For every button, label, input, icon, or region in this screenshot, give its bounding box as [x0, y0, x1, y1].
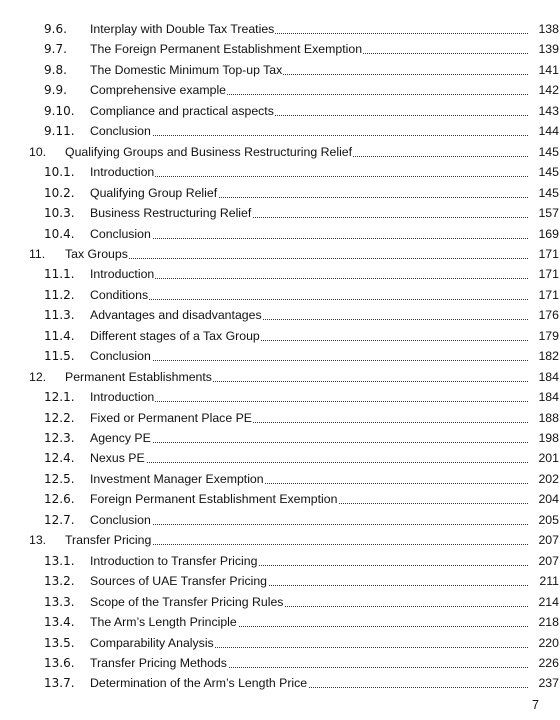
toc-entry-title: Conclusion — [90, 226, 151, 241]
toc-entry-page: 205 — [528, 513, 559, 527]
toc-entry-number: 11. — [29, 246, 46, 261]
toc-entry-number: 12.2. — [44, 410, 75, 425]
toc-entry-page: 141 — [528, 63, 559, 77]
toc-entry-page: 184 — [528, 370, 559, 384]
dot-leader — [90, 360, 528, 361]
toc-entry-page: 226 — [528, 656, 559, 670]
dot-leader — [90, 299, 528, 300]
toc-entry-page: 218 — [528, 615, 559, 629]
dot-leader — [90, 462, 528, 463]
toc-entry-title: Comparability Analysis — [90, 635, 214, 650]
toc-entry-page: 176 — [528, 308, 559, 322]
dot-leader — [90, 238, 528, 239]
toc-chapter-entry[interactable] — [0, 139, 560, 159]
toc-entry-title: Qualifying Group Relief — [90, 185, 218, 200]
toc-entry-page: 184 — [528, 390, 559, 404]
toc-entry-number: 10.4. — [44, 226, 75, 241]
toc-section-entry[interactable] — [0, 221, 560, 241]
toc-entry-title: Tax Groups — [65, 246, 128, 261]
toc-entry-page: 198 — [528, 431, 559, 445]
toc-entry-number: 13. — [29, 533, 47, 548]
toc-entry-page: 220 — [528, 636, 559, 650]
toc-section-entry[interactable] — [0, 323, 560, 343]
toc-entry-page: 214 — [528, 595, 559, 609]
toc-entry-title: Investment Manager Exemption — [90, 471, 264, 486]
toc-entry-page: 188 — [528, 411, 559, 425]
toc-entry-title: Fixed or Permanent Place PE — [90, 410, 252, 425]
toc-section-entry[interactable] — [0, 77, 560, 97]
toc-entry-number: 9.9. — [44, 83, 67, 98]
dot-leader — [90, 278, 528, 279]
toc-entry-title: Scope of the Transfer Pricing Rules — [90, 594, 284, 609]
toc-entry-number: 10.1. — [44, 165, 75, 180]
toc-entry-number: 9.10. — [44, 103, 75, 118]
toc-section-entry[interactable] — [0, 650, 560, 670]
toc-section-entry[interactable] — [0, 405, 560, 425]
toc-section-entry[interactable] — [0, 282, 560, 302]
toc-entry-number: 13.1. — [44, 553, 75, 568]
toc-entry-title: Compliance and practical aspects — [90, 103, 274, 118]
toc-entry-title: Transfer Pricing — [65, 533, 152, 548]
toc-section-entry[interactable] — [0, 568, 560, 588]
toc-section-entry[interactable] — [0, 609, 560, 629]
toc-entry-page: 145 — [528, 145, 559, 159]
toc-entry-page: 139 — [528, 42, 559, 56]
toc-entry-number: 13.5. — [44, 635, 75, 650]
toc-entry-page: 142 — [528, 83, 559, 97]
toc-section-entry[interactable] — [0, 16, 560, 36]
toc-entry-title: Conclusion — [90, 512, 151, 527]
toc-entry-title: Nexus PE — [90, 451, 145, 466]
toc-section-entry[interactable] — [0, 589, 560, 609]
toc-entry-page: 157 — [528, 206, 559, 220]
toc-entry-title: The Arm’s Length Principle — [90, 615, 237, 630]
toc-entry-page: 171 — [528, 247, 559, 261]
toc-section-entry[interactable] — [0, 302, 560, 322]
toc-entry-number: 13.2. — [44, 574, 75, 589]
dot-leader — [65, 258, 528, 259]
toc-section-entry[interactable] — [0, 445, 560, 465]
toc-entry-number: 12.5. — [44, 471, 75, 486]
toc-entry-page: 171 — [528, 267, 559, 281]
toc-entry-number: 13.3. — [44, 594, 75, 609]
toc-entry-number: 12.7. — [44, 512, 75, 527]
toc-entry-number: 11.5. — [44, 349, 75, 364]
toc-entry-number: 11.1. — [44, 267, 75, 282]
toc-entry-number: 9.6. — [44, 22, 67, 36]
toc-entry-title: Transfer Pricing Methods — [90, 655, 227, 670]
toc-entry-title: Conclusion — [90, 124, 151, 139]
toc-entry-number: 9.7. — [44, 42, 67, 57]
toc-entry-page: 211 — [528, 574, 559, 588]
toc-entry-title: Introduction — [90, 165, 155, 180]
toc-entry-page: 207 — [528, 554, 559, 568]
toc-entry-number: 11.3. — [44, 308, 75, 323]
toc-entry-number: 13.6. — [44, 655, 75, 670]
toc-section-entry[interactable] — [0, 507, 560, 527]
toc-entry-number: 10. — [29, 144, 47, 159]
toc-entry-page: 202 — [528, 472, 559, 486]
toc-entry-title: Different stages of a Tax Group — [90, 328, 260, 343]
toc-entry-page: 201 — [528, 451, 559, 465]
toc-entry-title: Conclusion — [90, 349, 151, 364]
toc-entry-title: Permanent Establishments — [65, 369, 212, 384]
toc-entry-page: 182 — [528, 349, 559, 363]
toc-section-entry[interactable] — [0, 36, 560, 56]
dot-leader — [90, 401, 528, 402]
dot-leader — [90, 176, 528, 177]
toc-entry-title: Determination of the Arm’s Length Price — [90, 676, 308, 691]
toc-section-entry[interactable] — [0, 159, 560, 179]
toc-section-entry[interactable] — [0, 486, 560, 506]
toc-entry-title: Interplay with Double Tax Treaties — [90, 22, 275, 36]
toc-entry-title: The Domestic Minimum Top-up Tax — [90, 62, 283, 77]
toc-entry-title: Agency PE — [90, 431, 151, 445]
toc-entry-number: 12.3. — [44, 431, 75, 445]
toc-entry-number: 11.2. — [44, 287, 75, 302]
toc-chapter-entry[interactable] — [0, 241, 560, 261]
toc-entry-number: 12.6. — [44, 492, 75, 507]
toc-entry-title: Foreign Permanent Establishment Exemption — [90, 492, 338, 507]
toc-entry-number: 12. — [29, 369, 47, 384]
toc-entry-number: 13.4. — [44, 615, 75, 630]
toc-section-entry[interactable] — [0, 343, 560, 363]
page-number: 7 — [532, 698, 539, 712]
toc-section-entry[interactable] — [0, 180, 560, 200]
toc-section-entry[interactable] — [0, 425, 560, 445]
toc-section-entry[interactable] — [0, 466, 560, 486]
toc-entry-title: Business Restructuring Relief — [90, 206, 252, 221]
toc-entry-number: 11.4. — [44, 328, 75, 343]
dot-leader — [90, 442, 528, 443]
toc-entry-title: Introduction — [90, 390, 155, 405]
toc-entry-title: Conditions — [90, 287, 149, 302]
toc-entry-number: 12.1. — [44, 390, 75, 405]
toc-entry-number: 10.3. — [44, 206, 75, 221]
toc-entry-title: Advantages and disadvantages — [90, 308, 262, 323]
toc-entry-title: Qualifying Groups and Business Restructuring Relief — [65, 144, 353, 159]
dot-leader — [90, 135, 528, 136]
toc-section-entry[interactable] — [0, 548, 560, 568]
toc-entry-number: 9.11. — [44, 124, 75, 139]
toc-entry-number: 13.7. — [44, 676, 75, 691]
toc-section-entry[interactable] — [0, 98, 560, 118]
toc-entry-title: Sources of UAE Transfer Pricing — [90, 574, 268, 589]
toc-chapter-entry[interactable] — [0, 364, 560, 384]
toc-section-entry[interactable] — [0, 118, 560, 138]
toc-entry-page: 144 — [528, 124, 559, 138]
toc-section-entry[interactable] — [0, 630, 560, 650]
toc-section-entry[interactable] — [0, 384, 560, 404]
toc-entry-title: The Foreign Permanent Establishment Exemption — [90, 42, 363, 57]
toc-section-entry[interactable] — [0, 200, 560, 220]
toc-section-entry[interactable] — [0, 57, 560, 77]
toc-entry-title: Introduction — [90, 267, 155, 282]
toc-entry-page: 207 — [528, 533, 559, 547]
toc-entry-page: 145 — [528, 165, 559, 179]
toc-section-entry[interactable] — [0, 261, 560, 281]
toc-entry-page: 145 — [528, 186, 559, 200]
toc-entry-page: 169 — [528, 227, 559, 241]
toc-entry-page: 171 — [528, 288, 559, 302]
toc-entry-number: 9.8. — [44, 62, 67, 77]
toc-entry-page: 179 — [528, 329, 559, 343]
toc-section-entry[interactable] — [0, 670, 560, 690]
toc-entry-title: Introduction to Transfer Pricing — [90, 553, 258, 568]
toc-entry-title: Comprehensive example — [90, 83, 227, 98]
toc-chapter-entry[interactable] — [0, 527, 560, 547]
toc-entry-page: 138 — [528, 22, 559, 36]
toc-entry-number: 12.4. — [44, 451, 75, 466]
toc-entry-page: 143 — [528, 104, 559, 118]
toc-entry-page: 237 — [528, 676, 559, 690]
dot-leader — [90, 524, 528, 525]
toc-entry-page: 204 — [528, 492, 559, 506]
toc-entry-number: 10.2. — [44, 185, 75, 200]
